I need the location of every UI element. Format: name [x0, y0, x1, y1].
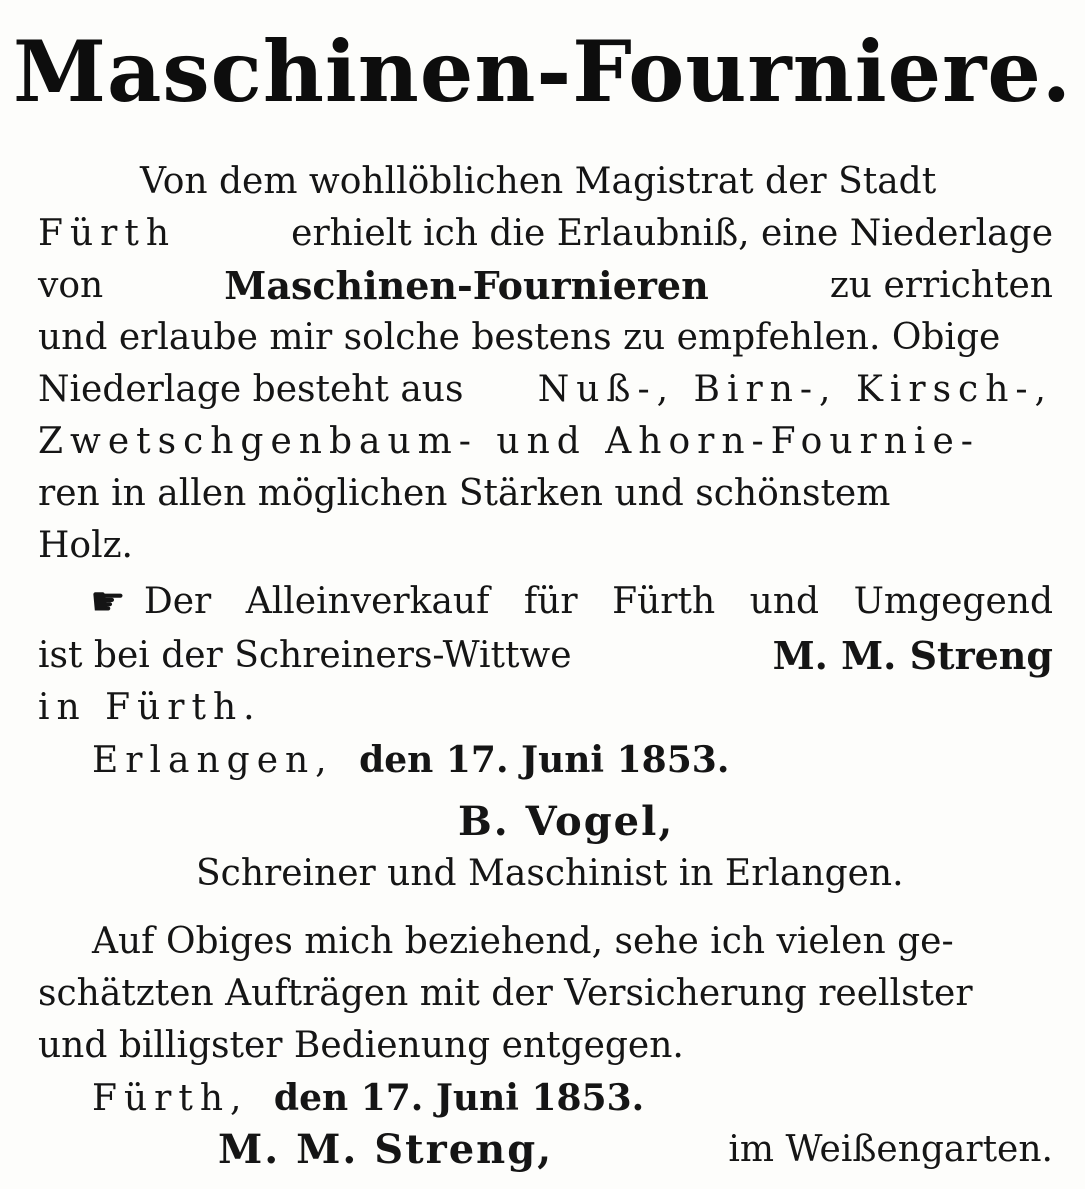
- paragraph-1-line-7: ren in allen möglichen Stärken und schönstem: [38, 473, 891, 514]
- paragraph-1-line-5: Niederlage besteht aus Nuß-, Birn-, Kirsch-,: [38, 369, 1053, 410]
- notice-line-3: in Fürth.: [38, 687, 262, 728]
- paragraph-1-line-3: von Maschinen-Fournieren zu errichten: [38, 263, 1053, 308]
- seller-name: M. M. Streng: [772, 633, 1053, 678]
- paragraph-2-line-3: und billigster Bedienung entgegen.: [38, 1025, 684, 1066]
- notice-line-1: ☛ Der Alleinverkauf für Fürth und Umgegend: [90, 579, 1053, 625]
- paragraph-2-line-1: Auf Obiges mich beziehend, sehe ich vielen ge-: [92, 921, 954, 962]
- paragraph-2-line-2: schätzten Aufträgen mit der Versicherung reellster: [38, 973, 973, 1014]
- paragraph-1-line-6: [38, 420, 1053, 464]
- product-name: Maschinen-Fournieren: [224, 263, 709, 308]
- signature-streng-name: M. M. Streng,: [218, 1126, 554, 1173]
- dateline-date: den 17. Juni 1853.: [273, 1077, 645, 1119]
- notice-line-2: ist bei der Schreiners-Wittwe M. M. Streng: [38, 633, 1053, 678]
- signature-streng-location: im Weißengarten.: [728, 1129, 1053, 1170]
- place-name-fuerth: Fürth: [38, 213, 177, 254]
- dateline-erlangen: [92, 738, 729, 782]
- advertisement-title: Maschinen-Fourniere.: [12, 22, 1073, 121]
- signature-vogel-name: B. Vogel,: [458, 798, 675, 845]
- wood-types-continued: Zwetschgenbaum- und Ahorn-Fournie-: [38, 421, 980, 462]
- dateline-place: Fürth,: [92, 1078, 249, 1119]
- signature-vogel-title: Schreiner und Maschinist in Erlangen.: [196, 853, 904, 894]
- signature-streng: [218, 1128, 1053, 1172]
- paragraph-1-line-1: Von dem wohllöblichen Magistrat der Stadt: [140, 161, 937, 202]
- paragraph-1-line-2: Fürth erhielt ich die Erlaubniß, eine Niederlage: [38, 213, 1053, 254]
- paragraph-1-line-4: und erlaube mir solche bestens zu empfehlen. Obige: [38, 317, 1001, 358]
- dateline-place: Erlangen,: [92, 740, 334, 781]
- pointing-hand-icon: ☛: [90, 579, 126, 625]
- dateline-date: den 17. Juni 1853.: [359, 739, 730, 781]
- dateline-fuerth: [92, 1076, 644, 1120]
- wood-types: Nuß-, Birn-, Kirsch-,: [537, 369, 1053, 410]
- paragraph-1-line-8: Holz.: [38, 525, 133, 566]
